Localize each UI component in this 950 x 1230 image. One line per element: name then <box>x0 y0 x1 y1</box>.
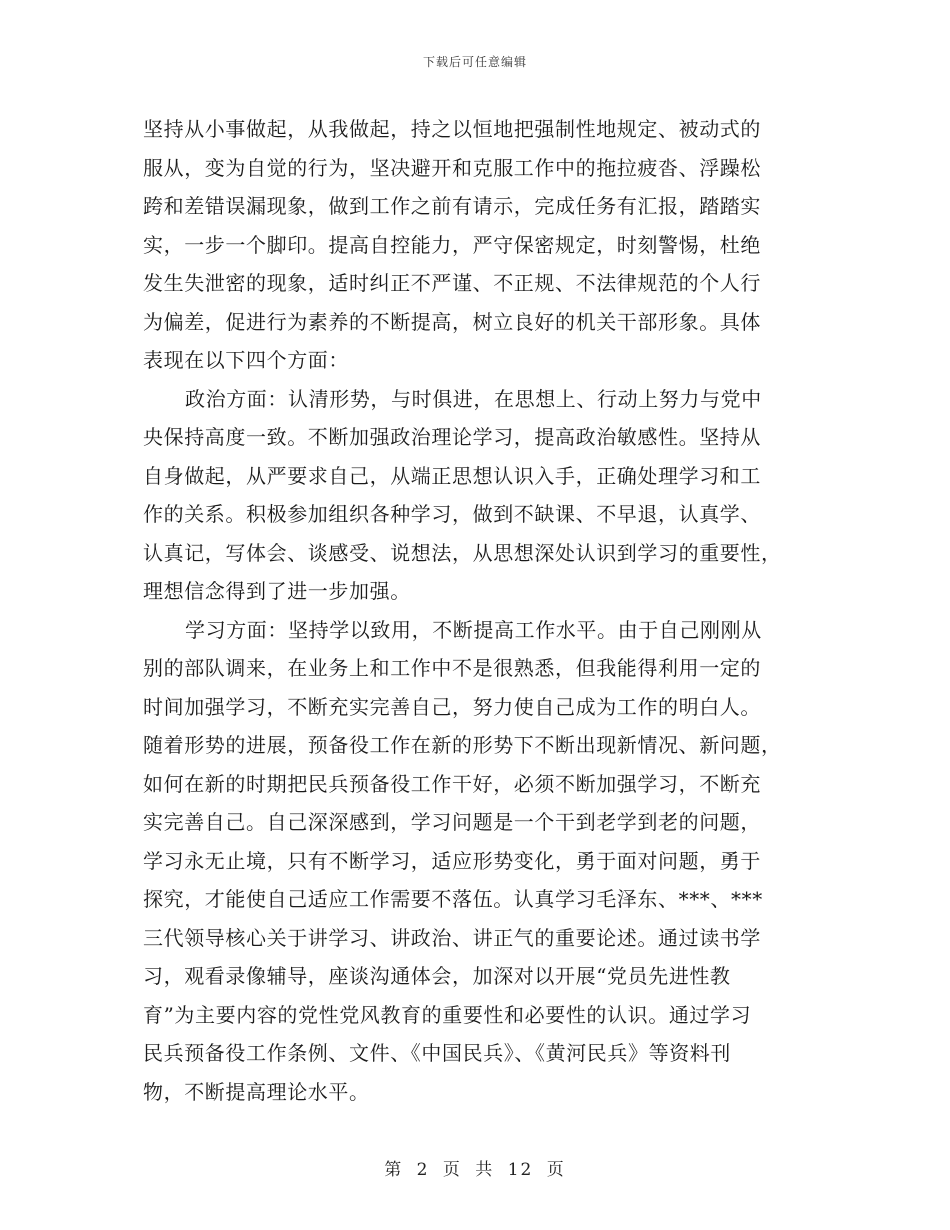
text-line: 自身做起，从严要求自己，从端正思想认识入手，正确处理学习和工 <box>143 463 761 488</box>
text-line: 央保持高度一致。不断加强政治理论学习，提高政治敏感性。坚持从 <box>143 425 761 449</box>
text-line: 发生失泄密的现象，适时纠正不严谨、不正规、不法律规范的个人行 <box>143 271 761 295</box>
text-line: 认真记，写体会、谈感受、说想法，从思想深处认识到学习的重要性， <box>143 540 782 565</box>
text-line: 育”为主要内容的党性党风教育的重要性和必要性的认识。通过学习 <box>143 1002 752 1027</box>
paragraph-first-line: 学习方面：坚持学以致用，不断提高工作水平。由于自己刚刚从 <box>185 617 762 642</box>
text-line: 学习永无止境，只有不断学习，适应形势变化，勇于面对问题，勇于 <box>143 848 761 873</box>
document-body <box>143 110 807 1111</box>
text-line: 实完善自己。自己深深感到，学习问题是一个干到老学到老的问题， <box>143 810 761 834</box>
page-number-footer: 第 2 页 共 12 页 <box>384 1160 566 1180</box>
text-line: 坚持从小事做起，从我做起，持之以恒地把强制性地规定、被动式的 <box>143 117 761 141</box>
text-line: 物，不断提高理论水平。 <box>143 1079 370 1104</box>
text-line: 服从，变为自觉的行为，坚决避开和克服工作中的拖拉疲沓、浮躁松 <box>143 155 761 180</box>
text-line: 探究，才能使自己适应工作需要不落伍。认真学习毛泽东、***、*** <box>143 887 763 911</box>
text-line: 理想信念得到了进一步加强。 <box>143 579 411 603</box>
text-line: 作的关系。积极参加组织各种学习，做到不缺课、不早退，认真学、 <box>143 502 761 526</box>
text-line: 跨和差错误漏现象，做到工作之前有请示，完成任务有汇报，踏踏实 <box>143 194 761 218</box>
page-header: 下载后可任意编辑 <box>422 55 527 69</box>
text-line: 别的部队调来，在业务上和工作中不是很熟悉，但我能得利用一定的 <box>143 656 761 680</box>
text-line: 时间加强学习，不断充实完善自己，努力使自己成为工作的明白人。 <box>143 694 761 719</box>
text-line: 表现在以下四个方面： <box>143 348 349 372</box>
paragraph-first-line: 政治方面：认清形势，与时俱进，在思想上、行动上努力与党中 <box>185 386 762 411</box>
text-line: 为偏差，促进行为素养的不断提高，树立良好的机关干部形象。具体 <box>143 309 761 334</box>
text-line: 三代领导核心关于讲学习、讲政治、讲正气的重要论述。通过读书学 <box>143 925 761 950</box>
text-line: 如何在新的时期把民兵预备役工作干好，必须不断加强学习，不断充 <box>143 771 761 796</box>
text-line: 习，观看录像辅导，座谈沟通体会，加深对以开展“党员先进性教 <box>143 964 731 988</box>
text-line: 随着形势的进展，预备役工作在新的形势下不断出现新情况、新问题， <box>143 733 782 757</box>
text-line: 民兵预备役工作条例、文件、《中国民兵》、《黄河民兵》等资料刊 <box>143 1041 731 1065</box>
text-line: 实，一步一个脚印。提高自控能力，严守保密规定，时刻警惕，杜绝 <box>143 232 761 257</box>
